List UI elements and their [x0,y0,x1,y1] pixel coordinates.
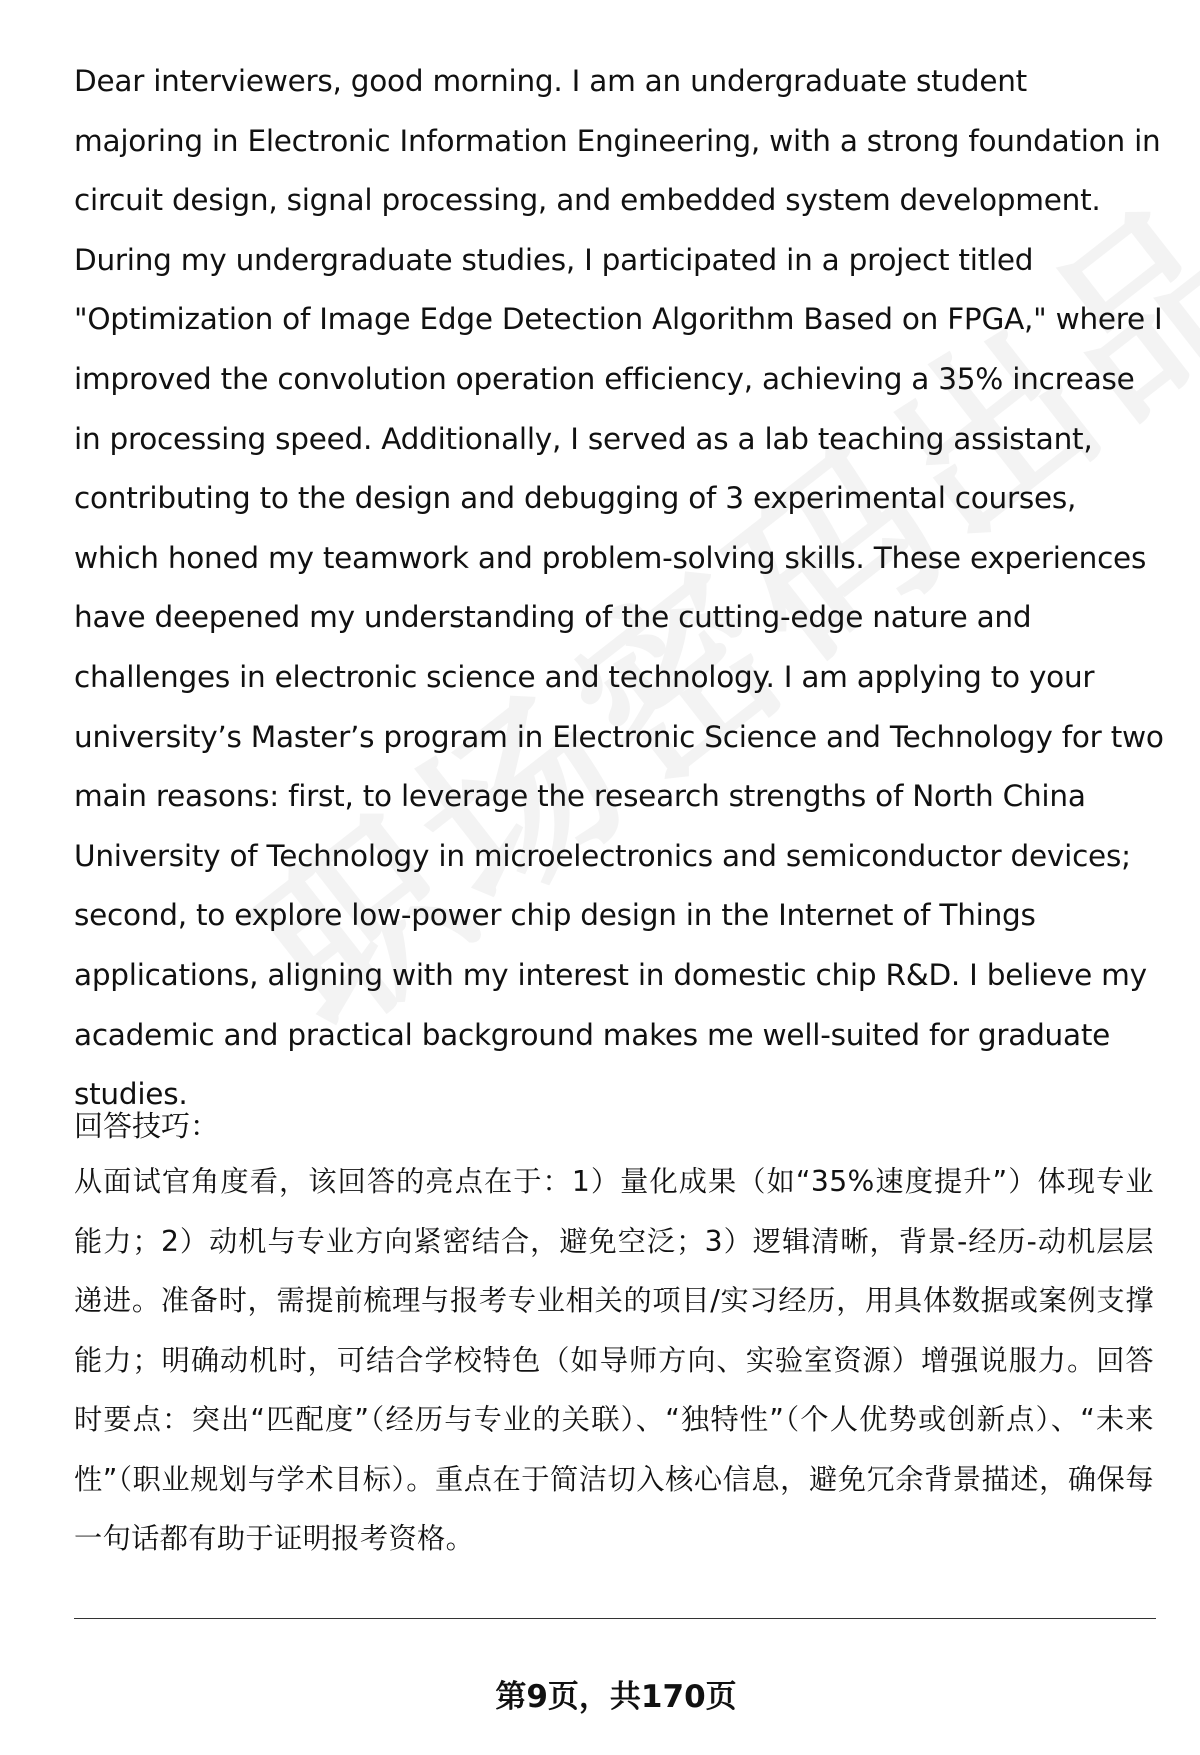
footer-divider [74,1618,1156,1619]
tips-heading: 回答技巧： [74,1109,220,1143]
page-number: 第9页，共170页 [495,1679,737,1715]
tips-paragraph: 从面试官角度看，该回答的亮点在于：1）量化成果（如“35%速度提升”）体现专业能力；2）动机与专业方向紧密结合，避免空泛；3）逻辑清晰，背景-经历-动机层层递进。准备时，需提前梳理与报考专业相关的项目/实习经历，用具体数据或案例支撑能力；明确动机时，可结合学校特色（如导师方向、实验室资源）增强说服力。回答时要点：突出“匹配度”（经历与专业的关联）、“独特性”（个人优势或创新点）、“未来性”（职业规划与学术目标）。重点在于简洁切入核心信息，避免冗余背景描述，确保每一句话都有助于证明报考资格。 [74,1165,1154,1555]
answer-paragraph: Dear interviewers, good morning. I am an undergraduate student majoring in Electronic Information Engineering, with a strong foundation in circuit design, signal processing, and embedded system development. During my undergraduate studies, I participated in a project titled "Optimization of Image Edge Detection Algorithm Based on FPGA," where I improved the convolution operation efficiency, achieving a 35% increase in processing speed. Additionally, I served as a lab teaching assistant, contributing to the design and debugging of 3 experimental courses, which honed my teamwork and problem-solving skills. These experiences have deepened my understanding of the cutting-edge nature and challenges in electronic science and technology. I am applying to your university’s Master’s program in Electronic Science and Technology for two main reasons: first, to leverage the research strengths of North China University of Technology in microelectronics and semiconductor devices; second, to explore low-power chip design in the Internet of Things applications, aligning with my interest in domestic chip R&D. I believe my academic and practical background makes me well-suited for graduate studies. [74,64,1164,1112]
